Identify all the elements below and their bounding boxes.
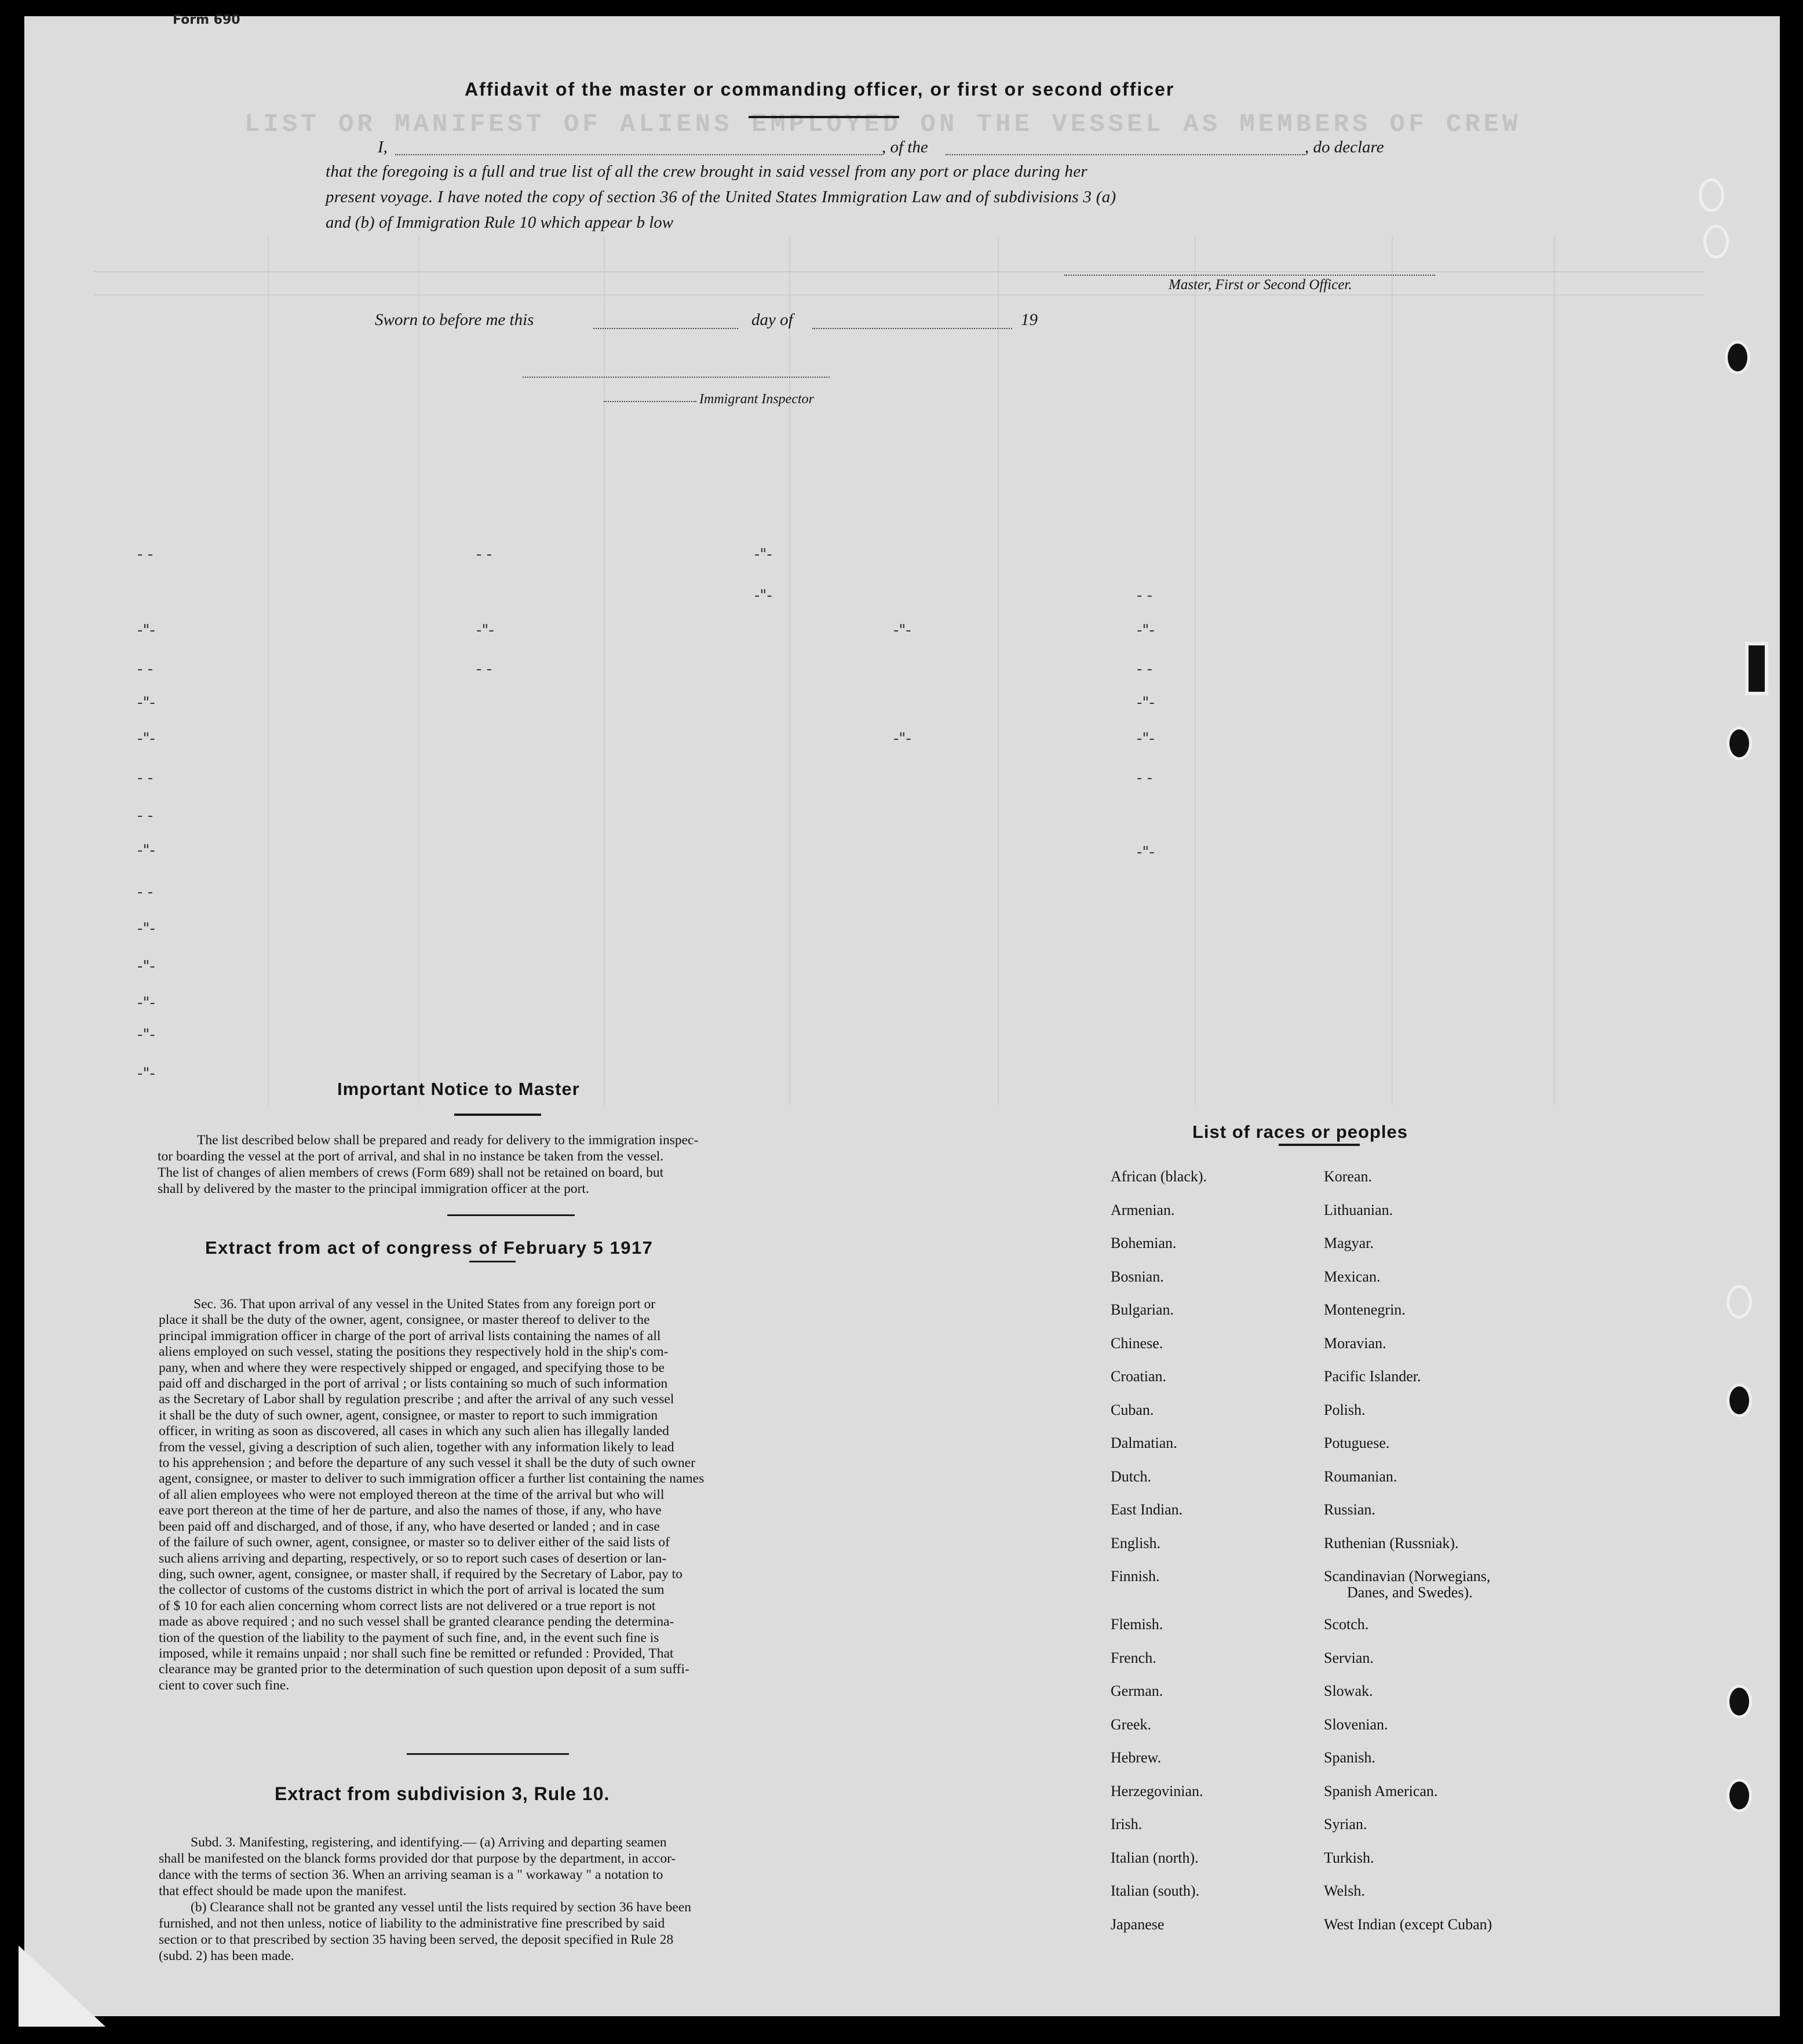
rule-extract-title: Extract from subdivision 3, Rule 10. (275, 1783, 610, 1804)
sworn-prefix: Sworn to before me this (375, 311, 534, 329)
rule-extract-body (159, 1834, 837, 1964)
race-item: Spanish. (1324, 1749, 1375, 1766)
act-line: of all alien employees who were not employed thereon at the time of the arrival but who will (159, 1487, 665, 1502)
act-separator-rule (407, 1753, 569, 1755)
race-item: East Indian. (1111, 1501, 1183, 1518)
form-number: Form 690 (173, 13, 240, 27)
binder-hole-icon (1727, 1779, 1752, 1812)
race-item: Italian (south). (1111, 1882, 1200, 1899)
affidavit-declare: , do declare (1305, 138, 1384, 156)
races-title-rule (1279, 1144, 1360, 1146)
race-item: Greek. (1111, 1716, 1152, 1733)
master-signature-label: Master, First or Second Officer. (1169, 277, 1352, 293)
act-line: of the failure of such owner, agent, consignee, or master so to deliver either of the said lists of (159, 1535, 670, 1550)
act-line: pany, when and where they were respectively shipped or engaged, and specifying those to be (159, 1360, 665, 1375)
inspector-line-left (604, 401, 696, 402)
race-item: African (black). (1111, 1168, 1207, 1185)
affidavit-title-rule (749, 116, 899, 118)
sworn-month-blank (812, 328, 1012, 329)
races-right-column (1324, 1168, 1590, 1949)
act-extract-title: Extract from act of congress of February 5 1917 (205, 1238, 654, 1258)
race-item: Herzegovinian. (1111, 1782, 1203, 1800)
race-item: Cuban. (1111, 1401, 1154, 1418)
race-item: Dutch. (1111, 1468, 1152, 1485)
rule-line: section or to that prescribed by section 35 having been served, the deposit specified in Rule 28 (159, 1932, 674, 1947)
race-item: Lithuanian. (1324, 1201, 1393, 1218)
act-line: the collector of customs of the customs district in which the port of arrival is located the sum (159, 1582, 665, 1598)
act-line: made as above required ; and no such vessel shall be granted clearance pending the determina- (159, 1614, 674, 1630)
act-line: cient to cover such fine. (159, 1677, 290, 1693)
race-item: French. (1111, 1649, 1156, 1666)
bleed-through-grid (94, 271, 1705, 1111)
race-item: Flemish. (1111, 1616, 1163, 1633)
race-item: Armenian. (1111, 1201, 1175, 1218)
race-item: Pacific Islander. (1324, 1368, 1421, 1385)
race-item: Mexican. (1324, 1268, 1381, 1285)
race-item: Bulgarian. (1111, 1301, 1174, 1318)
notice-separator-rule (447, 1214, 575, 1216)
rule-line: (subd. 2) has been made. (159, 1948, 294, 1963)
notice-body (158, 1132, 835, 1197)
act-extract-body (159, 1297, 837, 1693)
notice-line: The list of changes of alien members of crews (Form 689) shall not be retained on board, but (158, 1165, 664, 1180)
act-extract-title-rule (469, 1261, 516, 1262)
inspector-signature-line (523, 377, 830, 378)
act-line: principal immigration officer in charge of the port of arrival lists containing the names of all (159, 1328, 661, 1344)
affidavit-title: Affidavit of the master or commanding officer, or first or second officer (465, 79, 1175, 100)
race-item-line: Scandinavian (Norwegians, (1324, 1568, 1491, 1585)
act-line: aliens employed on such vessel, stating the positions they respectively hold in the ship's com- (159, 1344, 669, 1360)
race-item: West Indian (except Cuban) (1324, 1915, 1492, 1933)
race-item: Bohemian. (1111, 1235, 1177, 1251)
race-item: Irish. (1111, 1816, 1143, 1833)
affidavit-i: I, (378, 138, 388, 156)
notice-line: shall by delivered by the master to the principal immigration officer at the port. (158, 1181, 589, 1196)
sworn-day-of: day of (751, 311, 793, 329)
race-item: Magyar. (1324, 1235, 1374, 1251)
race-item: Scotch. (1324, 1616, 1369, 1633)
notice-line: The list described below shall be prepared and ready for delivery to the immigration inspec- (197, 1133, 699, 1148)
race-item: Montenegrin. (1324, 1301, 1406, 1318)
notice-title: Important Notice to Master (337, 1079, 580, 1099)
race-item (1324, 1568, 1590, 1616)
act-line: agent, consignee, or master to deliver to such immigration officer a further list containing the names (159, 1471, 705, 1487)
act-line: paid off and discharged in the port of arrival ; or lists containing so much of such information (159, 1376, 668, 1392)
affidavit-vessel-blank (946, 154, 1305, 155)
sworn-year: 19 (1021, 311, 1038, 329)
binder-hole-icon (1703, 225, 1729, 258)
affidavit-line-2: that the foregoing is a full and true list of all the crew brought in said vessel from any port or place during her (326, 162, 1087, 181)
race-item: Finnish. (1111, 1568, 1160, 1585)
notice-line: tor boarding the vessel at the port of arrival, and shal in no instance be taken from the vessel. (158, 1149, 664, 1164)
bleed-through-header: LIST OR MANIFEST OF ALIENS EMPLOYED ON THE VESSEL AS MEMBERS OF CREW (244, 110, 1521, 139)
race-item: Bosnian. (1111, 1268, 1164, 1285)
act-line: Sec. 36. That upon arrival of any vessel in the United States from any foreign port or (194, 1297, 656, 1312)
rule-line: Subd. 3. Manifesting, registering, and identifying.— (a) Arriving and departing seamen (191, 1835, 667, 1850)
act-line: imposed, while it remains unpaid ; nor shall such fine be remitted or refunded : Provided, That (159, 1645, 674, 1661)
race-item: German. (1111, 1682, 1163, 1699)
race-item: Potuguese. (1324, 1435, 1390, 1451)
binder-hole-icon (1727, 1285, 1752, 1319)
affidavit-of-the: , of the (882, 138, 928, 156)
notice-title-rule (454, 1114, 541, 1116)
races-title: List of races or peoples (1192, 1122, 1408, 1142)
races-left-column (1111, 1168, 1308, 1949)
binder-hole-icon (1725, 341, 1750, 374)
race-item: Italian (north). (1111, 1849, 1199, 1866)
rule-line: furnished, and not then unless, notice of liability to the administrative fine prescribed by said (159, 1916, 665, 1931)
race-item: Slowak. (1324, 1682, 1373, 1699)
affidavit-name-blank (395, 154, 882, 155)
inspector-label: Immigrant Inspector (699, 392, 814, 407)
act-line: clearance may be granted prior to the determination of such question upon deposit of a sum suffi- (159, 1662, 689, 1677)
race-item: Moravian. (1324, 1334, 1386, 1352)
act-line: officer, in writing as soon as discovered, all cases in which any such alien has illegally landed (159, 1424, 669, 1439)
act-line: such aliens arriving and departing, respectively, or so to report such cases of desertion or lan- (159, 1550, 667, 1566)
rule-line: shall be manifested on the blanck forms provided dor that purpose by the department, in accor- (159, 1851, 676, 1866)
binder-hole-icon (1727, 1685, 1752, 1718)
act-line: of $ 10 for each alien concerning whom correct lists are not delivered or a true report is not (159, 1598, 656, 1614)
act-line: tion of the question of the liability to the payment of such fine, and, in the event such fine is (159, 1630, 659, 1645)
race-item: English. (1111, 1534, 1160, 1552)
race-item: Dalmatian. (1111, 1435, 1177, 1451)
act-line: place it shall be the duty of the owner, agent, consignee, or master thereof to deliver to the (159, 1312, 650, 1328)
act-line: eave port thereon at the time of her de parture, and also the names of those, if any, who have (159, 1503, 662, 1519)
rule-line: that effect should be made upon the manifest. (159, 1884, 407, 1899)
affidavit-line-3: present voyage. I have noted the copy of section 36 of the United States Immigration Law and of subdivisions 3 (a) (326, 188, 1116, 206)
binder-hole-icon (1727, 727, 1752, 760)
race-item: Ruthenian (Russniak). (1324, 1534, 1459, 1552)
affidavit-line-4: and (b) of Immigration Rule 10 which appear b low (326, 213, 674, 232)
race-item: Croatian. (1111, 1368, 1167, 1385)
sworn-day-blank (593, 328, 738, 329)
rule-line: dance with the terms of section 36. When an arriving seaman is a " workaway " a notation to (159, 1867, 663, 1882)
master-signature-line (1064, 275, 1435, 276)
race-item: Hebrew. (1111, 1749, 1162, 1766)
race-item: Syrian. (1324, 1816, 1367, 1833)
act-line: to his apprehension ; and before the departure of any such vessel it shall be the duty of such owner (159, 1455, 696, 1471)
race-item: Turkish. (1324, 1849, 1374, 1866)
race-item: Korean. (1324, 1168, 1373, 1185)
act-line: ding, such owner, agent, consignee, or master shall, if required by the Secretary of Labor, pay to (159, 1566, 682, 1582)
act-line: been paid off and discharged, and of those, if any, who have deserted or landed ; and in case (159, 1519, 660, 1534)
race-item: Polish. (1324, 1401, 1366, 1418)
binder-hole-icon (1699, 178, 1724, 212)
race-item: Slovenian. (1324, 1716, 1388, 1733)
act-line: from the vessel, giving a description of such alien, together with any information likely to lead (159, 1439, 674, 1455)
race-item: Chinese. (1111, 1334, 1163, 1352)
binder-tab-icon (1745, 642, 1768, 695)
document-page: Form 690 LIST OR MANIFEST OF ALIENS EMPLOYED ON THE VESSEL AS MEMBERS OF CREW - - -"- - - -"- -"- - - - - -"- - - -"- -"- -"- -"- -"- - - -"- - - -"- -"- - - -"- - - -"- - - -"- -"- -"- -"- Affidavit of the master or commanding officer, or first or second officer I, , of the , do declare that the foregoing is a full and true list of all the crew brought in said vessel from any port or place during her present voyage. I have noted the copy of section 36 of the United States Immigration Law and of subdivisions 3 (a) and (b) of Immigration Rule 10 which appear b low Master, First or Second Officer. Sworn to before me this day of 19 Immigrant Inspector Important Notice to Master The list described below shall be prepared and ready for delivery to the immigration inspec- tor boarding the vessel at the port of arrival, and shal in no instance be taken from the vessel. The list of changes of alien members of crews (Form 689) shall not be retained on board, but shall by delivered by the master to the principal immigration officer at the port. Extract from act of congress of February 5 1917 Sec. 36. That upon arrival of any vessel in the United States from any foreign port or place it shall be the duty of the owner, agent, consignee, or master thereof to deliver to the principal immigration officer in charge of the port of arrival lists containing the names of all aliens employed on such vessel, stating the positions they respectively hold in the ship's com- pany, when and where they were respectively shipped or engaged, and specifying those to be paid off and discharged in the port of arrival ; or lists containing so much of such information as the Secretary of Labor shall by regulation prescribe ; and after the arrival of any such vessel it shall be the duty of such owner, agent, consignee, or master to report to such immigration officer, in writing as soon as discovered, all cases in which any such alien has illegally landed from the vessel, giving a description of such alien, together with any information likely to lead to his apprehension ; and before the departure of any such vessel it shall be the duty of such owner agent, consignee, or master to deliver to such immigration officer a further list containing the names of all alien employees who were not employed thereon at the time of the arrival but who will eave port thereon at the time of her de parture, and also the names of those, if any, who have been paid off and discharged, and of those, if any, who have deserted or landed ; and in case of the failure of such owner, agent, consignee, or master so to deliver either of the said lists of such aliens arriving and departing, respectively, or so to report such cases of desertion or lan- ding, such owner, agent, consignee, or master shall, if required by the Secretary of Labor, pay to the collector of customs of the customs district in which the port of arrival is located the sum of $ 10 for each alien concerning whom correct lists are not delivered or a true report is not made as above required ; and no such vessel shall be granted clearance pending the determina- tion of the question of the liability to the payment of such fine, and, in the event such fine is imposed, while it remains unpaid ; nor shall such fine be remitted or refunded : Provided, That clearance may be granted prior to the determination of such question upon deposit of a sum suffi- cient to cover such fine. Extract from subdivision 3, Rule 10. Subd. 3. Manifesting, registering, and identifying.— (a) Arriving and departing seamen shall be manifested on the blanck forms provided dor that purpose by the department, in accor- dance with the terms of section 36. When an arriving seaman is a " workaway " a notation to that effect should be made upon the manifest. (b) Clearance shall not be granted any vessel until the lists required by section 36 have been furnished, and not then unless, notice of liability to the administrative fine prescribed by said section or to that prescribed by section 35 having been served, the deposit specified in Rule 28 (subd. 2) has been made. List of races or peoples African (black). Armenian. Bohemian. Bosnian. Bulgarian. Chinese. Croatian. Cuban. Dalmatian. Dutch. East Indian. English. Finnish. Flemish. French. German. Greek. Hebrew. Herzegovinian. Irish. Italian (north). Italian (south). Japanese Korean. Lithuanian. Magyar. Mexican. Montenegrin. Moravian. Pacific Islander. Polish. Potuguese. Roumanian. Russian. Ruthenian (Russniak). Scandinavian (Norwegians, Danes, and Swedes). Scotch. Servian. Slowak. Slovenian. Spanish. Spanish American. Syrian. Turkish. Welsh. West Indian (except Cuban) (24, 16, 1780, 2016)
binder-hole-icon (1727, 1384, 1752, 1417)
act-line: it shall be the duty of such owner, agent, consignee, or master to report to such immigration (159, 1407, 658, 1423)
act-line: as the Secretary of Labor shall by regulation prescribe ; and after the arrival of any such vessel (159, 1392, 674, 1407)
race-item: Roumanian. (1324, 1468, 1397, 1485)
race-item: Japanese (1111, 1915, 1165, 1933)
race-item: Welsh. (1324, 1882, 1365, 1899)
curled-corner (19, 1946, 105, 2027)
rule-line: (b) Clearance shall not be granted any vessel until the lists required by section 36 have been (191, 1900, 692, 1915)
race-item: Spanish American. (1324, 1782, 1438, 1800)
race-item: Russian. (1324, 1501, 1375, 1518)
race-item: Servian. (1324, 1649, 1374, 1666)
race-item-line: Danes, and Swedes). (1347, 1584, 1473, 1601)
